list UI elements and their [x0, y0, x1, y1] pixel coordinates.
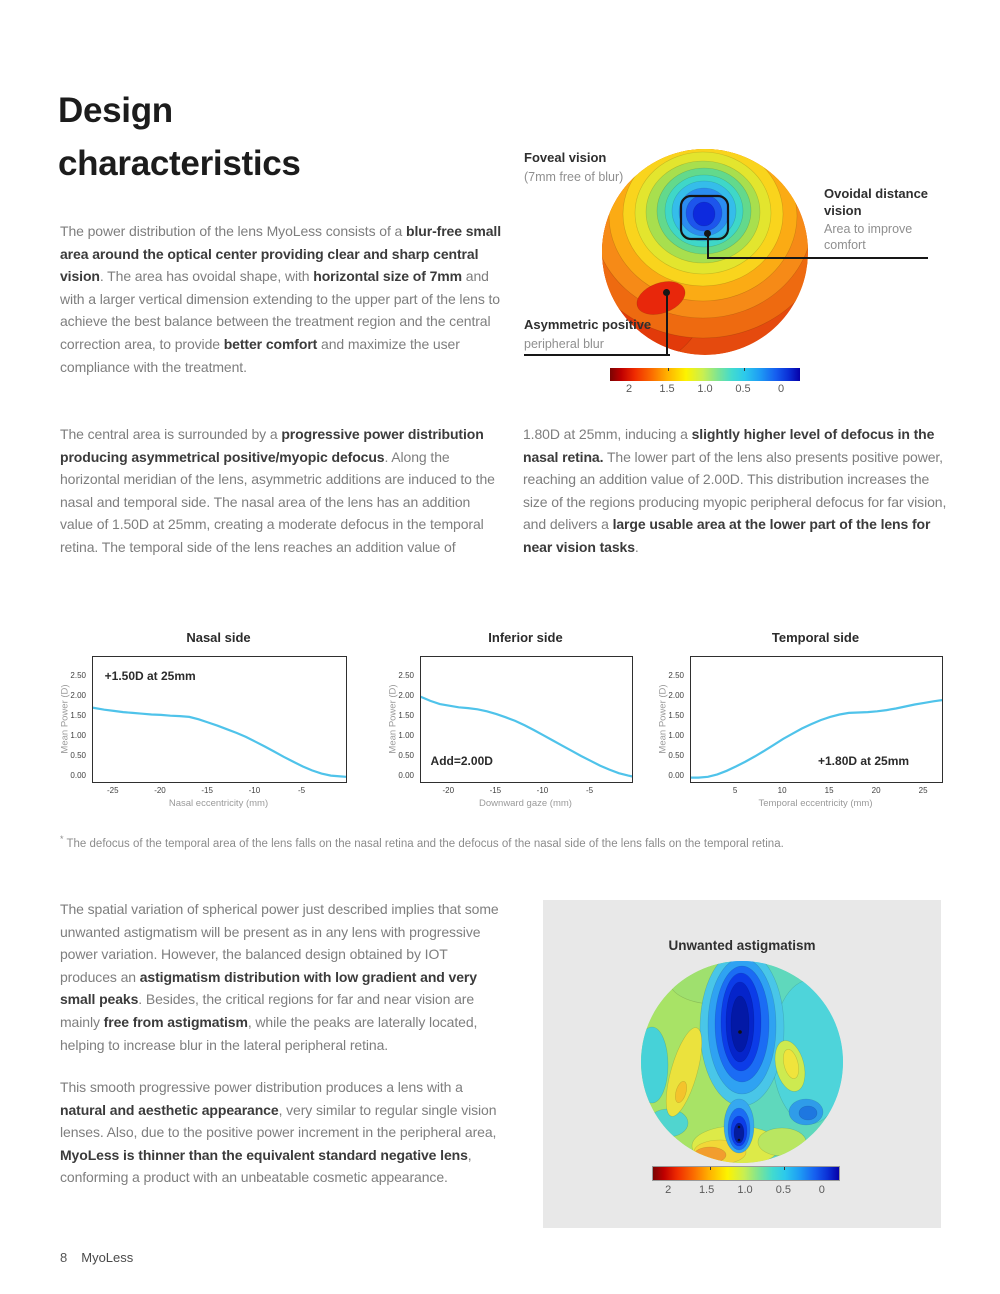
x-axis-label: Downward gaze (mm)	[479, 798, 572, 809]
ovoidal-vision-subtitle: Area to improve comfort	[824, 222, 913, 253]
chart-annotation: +1.50D at 25mm	[104, 668, 196, 683]
body-text: This smooth progressive power distribution produces a lens with a	[60, 1079, 463, 1095]
title-line-2: characteristics	[58, 144, 301, 183]
asymmetric-blur-label	[524, 317, 684, 352]
ovoidal-connector-line	[707, 257, 928, 259]
colorbar-tick: 1.0	[737, 1184, 753, 1196]
chart-annotation: Add=2.00D	[430, 753, 493, 768]
emphasis-text: blur-free small area around the optical center providing clear and sharp central vision	[60, 223, 502, 285]
y-tick-label: 2.50	[398, 670, 414, 680]
power-colorbar	[610, 368, 800, 381]
title-line-1: Design	[58, 91, 173, 130]
colorbar-tick: 2	[665, 1184, 672, 1196]
y-tick-label: 1.00	[398, 730, 414, 740]
column-left-paragraph	[60, 423, 506, 559]
x-tick-label: -5	[585, 786, 594, 795]
colorbar-tick: 0.5	[735, 383, 751, 395]
foveal-vision-subtitle: (7mm free of blur)	[524, 169, 624, 184]
x-tick-label: 15	[824, 786, 834, 795]
emphasis-text: better comfort	[223, 335, 318, 352]
emphasis-text: horizontal size of 7mm	[313, 268, 462, 285]
x-tick-label: 20	[871, 786, 881, 795]
y-tick-label: 2.00	[668, 690, 684, 700]
astigmatism-contour-plot	[640, 960, 844, 1164]
body-text: The spatial variation of spherical power just described implies that some unwanted astigmatism will be present as in any lens with progressive power variation. However, the balanced design obtained by IOT produces an	[60, 901, 499, 985]
emphasis-text: progressive power distribution producing asymmetrical positive/myopic defocus	[60, 426, 484, 465]
x-tick-label: -15	[489, 786, 502, 795]
x-tick-label: -5	[298, 786, 306, 795]
chart-title: Temporal side	[771, 630, 860, 645]
y-tick-label: 1.50	[70, 710, 86, 720]
page-number: 8	[60, 1250, 68, 1265]
astigmatism-paragraph	[60, 898, 502, 1056]
colorbar-tick-mark	[710, 1167, 711, 1170]
emphasis-text: MyoLess is thinner than the equivalent standard negative lens	[60, 1146, 468, 1163]
colorbar-tick: 0	[818, 1184, 825, 1196]
body-text: , while the peaks are laterally located, helping to increase blur in the lateral peripheral retina.	[60, 1013, 478, 1053]
page-footer	[60, 1250, 133, 1265]
footnote-text: The defocus of the temporal area of the lens falls on the nasal retina and the defocus of the nasal side of the lens falls on the temporal retina.	[66, 837, 784, 850]
chart-annotation: +1.80D at 25mm	[818, 753, 910, 768]
x-axis-label: Temporal eccentricity (mm)	[758, 798, 873, 809]
ovoidal-vision-label	[824, 186, 956, 253]
body-text: , conforming a product with an unbeatable cosmetic appearance.	[60, 1146, 472, 1186]
x-tick-label: -10	[536, 786, 549, 795]
colorbar-tick-mark	[744, 368, 745, 371]
footnote	[60, 834, 784, 850]
body-text: The power distribution of the lens MyoLess consists of a	[60, 223, 407, 239]
emphasis-text: large usable area at the lower part of the lens for near vision tasks	[523, 516, 931, 555]
footnote-marker: *	[60, 834, 64, 844]
body-text: The central area is surrounded by a	[60, 426, 282, 442]
y-tick-label: 2.00	[70, 690, 86, 700]
power-distribution-figure	[510, 140, 958, 408]
y-tick-label: 0.50	[398, 750, 414, 760]
body-text: and with a larger vertical dimension extending to the upper part of the lens to achieve the best balance between the treatment region and the central correction area, to provide	[60, 268, 500, 352]
y-tick-label: 0.00	[70, 770, 86, 780]
colorbar-tick: 1.5	[659, 383, 675, 395]
y-tick-label: 0.50	[70, 750, 86, 760]
cosmetic-paragraph	[60, 1076, 502, 1189]
asymmetric-blur-title: Asymmetric positive	[524, 317, 652, 332]
colorbar-tick: 2	[625, 383, 633, 395]
y-axis-label: Mean Power (D)	[657, 683, 669, 754]
x-tick-label: 25	[918, 786, 928, 795]
astigmatism-colorbar-ticks	[649, 1184, 841, 1196]
astigmatism-figure-title: Unwanted astigmatism	[668, 938, 816, 953]
y-tick-label: 2.50	[668, 670, 684, 680]
power-colorbar-ticks	[610, 383, 800, 395]
body-text: . Along the horizontal meridian of the lens, asymmetric additions are induced to the nasal and temporal side. The nasal area of the lens has an addition value of 1.50D at 25mm, creating a moderate defocus in the temporal retina. The temporal side of the lens reaches an addition value of	[60, 448, 495, 555]
colorbar-tick: 0	[777, 383, 785, 395]
ovoidal-vision-title: Ovoidal distance vision	[824, 186, 929, 218]
body-text: , very similar to regular single vision lenses. Also, due to the positive power increment in the peripheral area,	[60, 1101, 497, 1141]
colorbar-tick-mark	[668, 368, 669, 371]
y-tick-label: 1.00	[668, 730, 684, 740]
y-tick-label: 0.50	[668, 750, 684, 760]
y-tick-label: 1.50	[668, 710, 684, 720]
colorbar-tick: 0.5	[775, 1184, 792, 1196]
foveal-vision-title: Foveal vision	[524, 150, 607, 165]
ovoidal-connector-line	[707, 235, 709, 259]
y-tick-label: 0.00	[668, 770, 684, 780]
asymmetric-connector-line	[524, 354, 670, 356]
emphasis-text: natural and aesthetic appearance	[60, 1101, 279, 1118]
colorbar-tick: 1.0	[697, 383, 713, 395]
x-tick-label: -10	[248, 786, 261, 795]
temporal-side-chart	[658, 630, 958, 818]
emphasis-text: free from astigmatism	[103, 1013, 248, 1030]
asymmetric-connector-line	[666, 292, 668, 356]
brand-name: MyoLess	[81, 1250, 134, 1265]
y-tick-label: 1.00	[70, 730, 86, 740]
y-axis-label: Mean Power (D)	[59, 683, 71, 754]
x-tick-label: -20	[442, 786, 455, 795]
y-tick-label: 2.00	[398, 690, 414, 700]
body-text: .	[634, 538, 639, 555]
x-tick-label: -15	[201, 786, 213, 795]
y-tick-label: 1.50	[398, 710, 414, 720]
emphasis-text: slightly higher level of defocus in the nasal retina.	[523, 426, 935, 465]
asymmetric-blur-subtitle: peripheral blur	[524, 336, 604, 351]
body-text: . The area has ovoidal shape, with	[99, 268, 314, 285]
x-tick-label: -20	[154, 786, 166, 795]
page-title	[58, 84, 301, 190]
body-text: . Besides, the critical regions for far and near vision are mainly	[60, 991, 475, 1030]
intro-paragraph	[60, 220, 502, 378]
x-axis-label: Nasal eccentricity (mm)	[168, 798, 269, 809]
body-text: and maximize the user compliance with the treatment.	[60, 335, 460, 375]
y-tick-label: 2.50	[70, 670, 86, 680]
astigmatism-figure	[543, 900, 941, 1228]
y-tick-label: 0.00	[398, 770, 414, 780]
colorbar-tick-mark	[784, 1167, 785, 1170]
x-tick-label: 10	[777, 786, 787, 795]
astigmatism-colorbar	[652, 1166, 840, 1181]
column-right-paragraph	[523, 423, 955, 559]
colorbar-tick: 1.5	[698, 1184, 715, 1196]
data-line	[93, 708, 346, 777]
chart-title: Nasal side	[186, 630, 251, 645]
nasal-side-chart	[58, 630, 358, 818]
chart-title: Inferior side	[488, 630, 563, 645]
x-tick-label: 5	[732, 786, 738, 795]
x-tick-label: -25	[106, 786, 119, 795]
emphasis-text: astigmatism distribution with low gradient and very small peaks	[60, 968, 477, 1008]
inferior-side-chart	[388, 630, 646, 818]
y-axis-label: Mean Power (D)	[387, 683, 399, 754]
body-text: 1.80D at 25mm, inducing a	[523, 426, 692, 442]
foveal-vision-label	[524, 150, 664, 185]
body-text: The lower part of the lens also presents positive power, reaching an addition value of 2.00D. This distribution increases the size of the regions producing myopic peripheral defocus for far vision, and delivers a	[523, 448, 947, 533]
